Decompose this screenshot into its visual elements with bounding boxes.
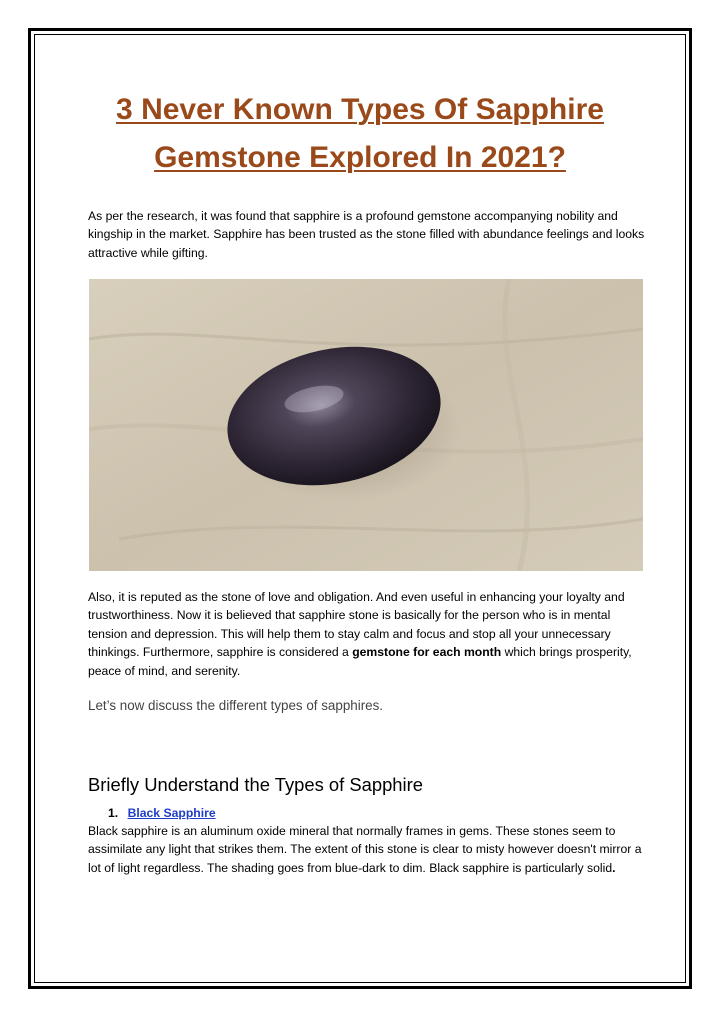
title-line-2: Gemstone Explored In 2021? bbox=[154, 141, 566, 174]
list-item bbox=[108, 806, 216, 820]
sapphire-image bbox=[89, 279, 643, 571]
paragraph-end-period: . bbox=[612, 860, 616, 875]
section-heading: Briefly Understand the Types of Sapphire bbox=[88, 774, 423, 795]
bold-phrase: gemstone for each month bbox=[352, 645, 502, 660]
black-sapphire-link[interactable]: Black Sapphire bbox=[127, 806, 216, 820]
sapphire-photo bbox=[89, 279, 643, 571]
list-number: 1. bbox=[108, 806, 119, 820]
discuss-line: Let’s now discuss the different types of sapphires. bbox=[88, 698, 384, 713]
black-sapphire-text: Black sapphire is an aluminum oxide mineral that normally frames in gems. These stones seem to assimilate any light that strikes them. The extent of this stone is clear to misty however doesn't mirror a lot of light regardless. The shading goes from blue-dark to dim. Black sapphire is particularly solid bbox=[88, 824, 642, 875]
body-paragraph bbox=[88, 588, 648, 680]
paragraph-text: Also, it is reputed as the stone of love and obligation. And even useful in enhancing your loyalty and trustworthiness. Now it is believed that sapphire stone is basically for the person who is in mental tension and depression. This will help them to stay calm and focus and stop all your unnecessary thinkings. Furthermore, sapphire is considered a bbox=[88, 590, 625, 660]
document-title bbox=[60, 86, 660, 182]
paragraph-text-end: which brings prosperity, peace of mind, and serenity. bbox=[88, 645, 632, 678]
intro-paragraph: As per the research, it was found that sapphire is a profound gemstone accompanying nobility and kingship in the market. Sapphire has been trusted as the stone filled with abundance feelings and looks attractive while gifting. bbox=[88, 209, 645, 260]
title-line-1: 3 Never Known Types Of Sapphire bbox=[116, 93, 604, 126]
black-sapphire-paragraph bbox=[88, 822, 648, 877]
